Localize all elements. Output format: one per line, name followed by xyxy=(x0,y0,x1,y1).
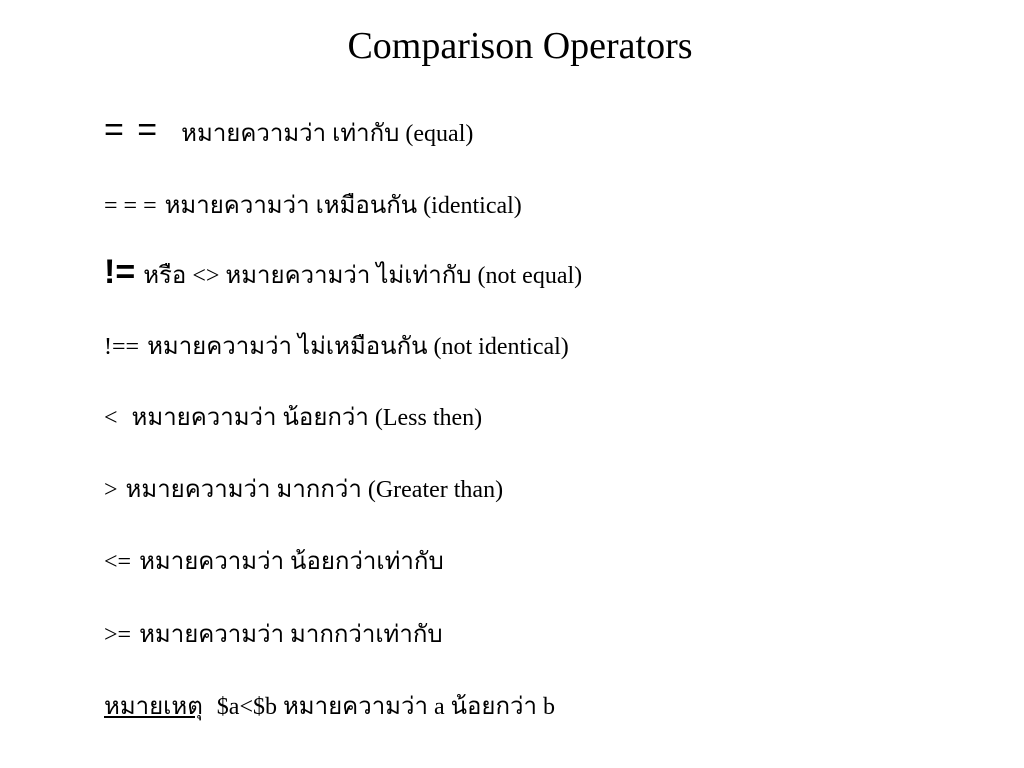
operator-description: หมายความว่า เหมือนกัน (identical) xyxy=(164,193,522,219)
operator-symbol: !== xyxy=(104,334,140,360)
operator-symbol: != xyxy=(104,253,136,291)
note-line xyxy=(104,691,555,723)
operator-line-greater-or-equal xyxy=(104,619,443,651)
note-text: $a<$b หมายความว่า a น้อยกว่า b xyxy=(216,694,555,720)
operator-line-not-identical xyxy=(104,331,569,363)
operator-line-less-than xyxy=(104,402,482,434)
operator-line-not-equal xyxy=(104,253,583,292)
slide-title: Comparison Operators xyxy=(347,25,693,67)
operator-description: หมายความว่า เท่ากับ (equal) xyxy=(181,121,474,147)
operator-symbol: >= xyxy=(104,622,132,648)
operator-symbol: <= xyxy=(104,549,132,575)
operator-symbol: = = = xyxy=(104,193,157,219)
operator-line-equal xyxy=(104,111,474,150)
operator-line-greater-than xyxy=(104,474,503,506)
operator-line-identical xyxy=(104,190,522,222)
note-label: หมายเหตุ xyxy=(104,694,203,720)
operator-description: หมายความว่า มากกว่าเท่ากับ xyxy=(139,622,443,648)
operator-description: หมายความว่า น้อยกว่า (Less then) xyxy=(131,405,483,431)
operator-symbol: = = xyxy=(104,111,160,149)
operator-line-less-or-equal xyxy=(104,546,444,578)
operator-description: หมายความว่า น้อยกว่าเท่ากับ xyxy=(139,549,444,575)
operator-description: หรือ <> หมายความว่า ไม่เท่ากับ (not equal) xyxy=(143,263,583,289)
operator-description: หมายความว่า ไม่เหมือนกัน (not identical) xyxy=(147,334,569,360)
operator-symbol: > xyxy=(104,477,118,503)
operator-symbol: < xyxy=(104,405,118,431)
operator-description: หมายความว่า มากกว่า (Greater than) xyxy=(125,477,504,503)
